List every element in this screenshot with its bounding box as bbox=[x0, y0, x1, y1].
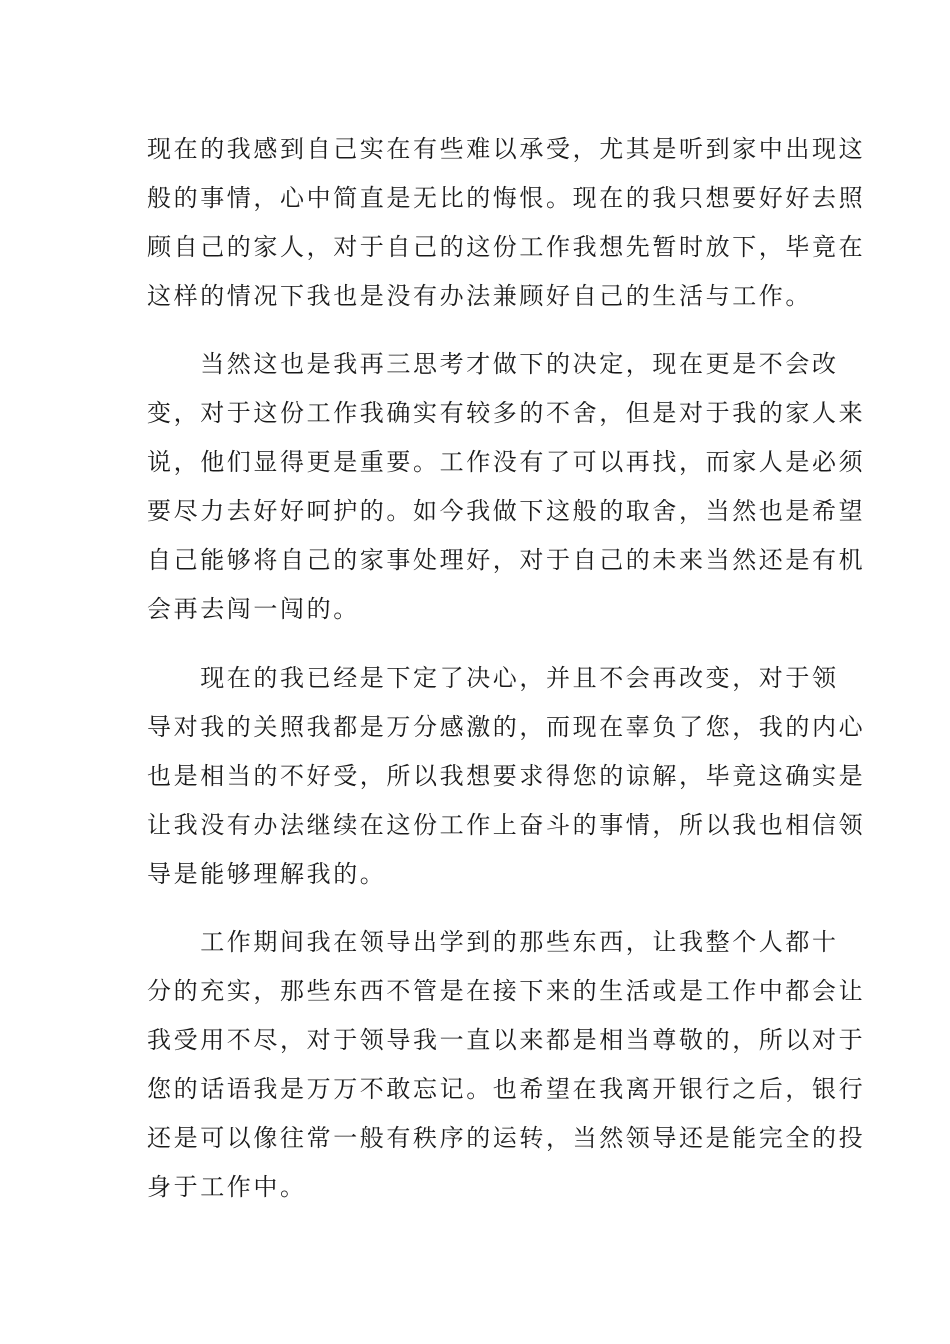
text-line: 分的充实，那些东西不管是在接下来的生活或是工作中都会让 bbox=[147, 977, 866, 1005]
text-line: 也是相当的不好受，所以我想要求得您的谅解，毕竟这确实是 bbox=[147, 762, 866, 790]
text-line: 工作期间我在领导出学到的那些东西，让我整个人都十 bbox=[147, 928, 839, 956]
text-line: 自己能够将自己的家事处理好，对于自己的未来当然还是有机 bbox=[147, 546, 866, 574]
text-line: 现在的我感到自己实在有些难以承受，尤其是听到家中出现这 bbox=[147, 135, 866, 163]
text-line: 现在的我已经是下定了决心，并且不会再改变，对于领 bbox=[147, 664, 839, 692]
text-line: 还是可以像往常一般有秩序的运转，当然领导还是能完全的投 bbox=[147, 1124, 866, 1152]
text-line: 说，他们显得更是重要。工作没有了可以再找，而家人是必须 bbox=[147, 448, 866, 476]
paragraph-1 bbox=[147, 125, 866, 321]
text-line: 变，对于这份工作我确实有较多的不舍，但是对于我的家人来 bbox=[147, 399, 866, 427]
text-line: 导是能够理解我的。 bbox=[147, 860, 387, 888]
text-line: 您的话语我是万万不敢忘记。也希望在我离开银行之后，银行 bbox=[147, 1075, 866, 1103]
paragraph-2 bbox=[147, 340, 866, 634]
text-line: 让我没有办法继续在这份工作上奋斗的事情，所以我也相信领 bbox=[147, 811, 866, 839]
text-line: 当然这也是我再三思考才做下的决定，现在更是不会改 bbox=[147, 350, 839, 378]
text-line: 我受用不尽，对于领导我一直以来都是相当尊敬的，所以对于 bbox=[147, 1026, 866, 1054]
text-line: 这样的情况下我也是没有办法兼顾好自己的生活与工作。 bbox=[147, 282, 812, 310]
paragraph-4 bbox=[147, 918, 866, 1212]
text-line: 般的事情，心中简直是无比的悔恨。现在的我只想要好好去照 bbox=[147, 184, 866, 212]
text-line: 导对我的关照我都是万分感激的，而现在辜负了您，我的内心 bbox=[147, 713, 866, 741]
text-line: 身于工作中。 bbox=[147, 1173, 307, 1201]
text-line: 会再去闯一闯的。 bbox=[147, 595, 360, 623]
text-line: 要尽力去好好呵护的。如今我做下这般的取舍，当然也是希望 bbox=[147, 497, 866, 525]
text-line: 顾自己的家人，对于自己的这份工作我想先暂时放下，毕竟在 bbox=[147, 233, 866, 261]
paragraph-3 bbox=[147, 654, 866, 899]
